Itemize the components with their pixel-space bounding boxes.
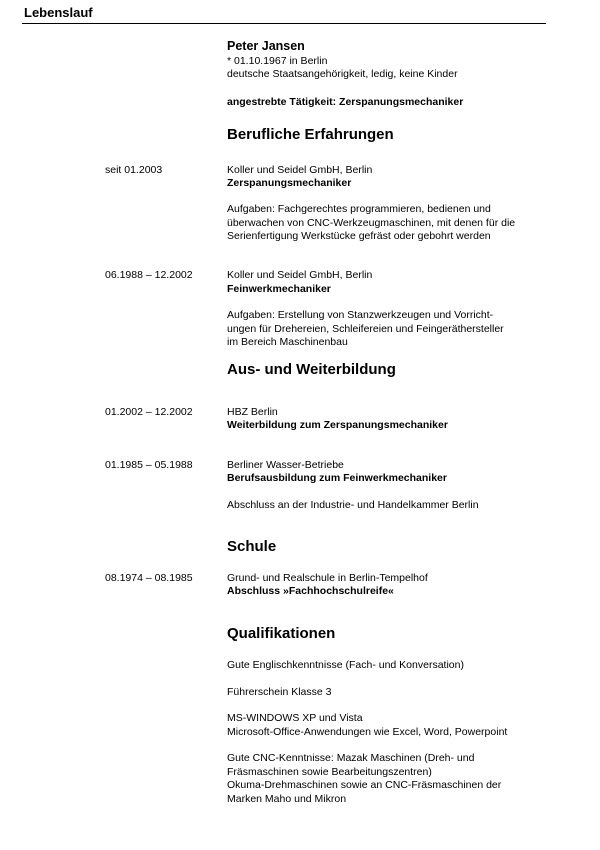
experience-position: Zerspanungsmechaniker xyxy=(227,177,352,189)
experience-position: Feinwerkmechaniker xyxy=(227,283,331,295)
qualification-cnc-line: Okuma-Drehmaschinen sowie an CNC-Fräsmaschinen der xyxy=(227,779,502,791)
experience-tasks xyxy=(227,309,557,350)
qualification-english: Gute Englischkenntnisse (Fach- und Konversation) xyxy=(227,659,464,671)
section-title-school: Schule xyxy=(227,538,277,555)
education-note: Abschluss an der Industrie- und Handelkammer Berlin xyxy=(227,499,479,511)
experience-task-line: Serienfertigung Werkstücke gefräst oder gebohrt werden xyxy=(227,230,491,242)
target-position: angestrebte Tätigkeit: Zerspanungsmechaniker xyxy=(227,96,464,108)
qualification-cnc-line: Marken Maho und Mikron xyxy=(227,792,347,805)
experience-task-line: überwachen von CNC-Werkzeugmaschinen, mit denen für die xyxy=(227,216,516,229)
education-date: 01.2002 – 12.2002 xyxy=(105,406,193,418)
experience-tasks xyxy=(227,203,557,244)
education-program: Berufsausbildung zum Feinwerkmechaniker xyxy=(227,472,447,484)
education-institution: Berliner Wasser-Betriebe xyxy=(227,459,344,471)
experience-date: seit 01.2003 xyxy=(105,164,163,176)
person-name: Peter Jansen xyxy=(227,39,305,53)
qualification-cnc-line: Fräsmaschinen sowie Bearbeitungszentren) xyxy=(227,765,432,778)
section-title-experience: Berufliche Erfahrungen xyxy=(227,126,394,143)
personal-status: deutsche Staatsangehörigkeit, ledig, keine Kinder xyxy=(227,68,458,80)
qualification-license: Führerschein Klasse 3 xyxy=(227,686,332,698)
qualification-cnc-line: Gute CNC-Kenntnisse: Mazak Maschinen (Dreh- und xyxy=(227,752,475,764)
experience-task-line: Aufgaben: Erstellung von Stanzwerkzeugen und Vorricht- xyxy=(227,309,494,321)
qualification-software-line: Microsoft-Office-Anwendungen wie Excel, Word, Powerpoint xyxy=(227,725,508,738)
school-degree: Abschluss »Fachhochschulreife« xyxy=(227,585,394,597)
experience-task-line: ungen für Drehereien, Schleifereien und Feingeräthersteller xyxy=(227,322,504,335)
qualification-cnc xyxy=(227,752,557,806)
qualification-software-line: MS-WINDOWS XP und Vista xyxy=(227,712,363,724)
school-name: Grund- und Realschule in Berlin-Tempelhof xyxy=(227,572,428,584)
experience-company: Koller und Seidel GmbH, Berlin xyxy=(227,269,373,281)
education-date: 01.1985 – 05.1988 xyxy=(105,459,193,471)
page-header-title: Lebenslauf xyxy=(24,5,93,20)
birth-info: * 01.10.1967 in Berlin xyxy=(227,55,328,67)
experience-date: 06.1988 – 12.2002 xyxy=(105,269,193,281)
experience-task-line: Aufgaben: Fachgerechtes programmieren, bedienen und xyxy=(227,203,491,215)
experience-company: Koller und Seidel GmbH, Berlin xyxy=(227,164,373,176)
header-divider xyxy=(22,23,546,24)
section-title-education: Aus- und Weiterbildung xyxy=(227,361,396,378)
education-program: Weiterbildung zum Zerspanungsmechaniker xyxy=(227,419,448,431)
school-date: 08.1974 – 08.1985 xyxy=(105,572,193,584)
education-institution: HBZ Berlin xyxy=(227,406,278,418)
qualification-software xyxy=(227,712,557,739)
experience-task-line: im Bereich Maschinenbau xyxy=(227,336,348,348)
section-title-qualifications: Qualifikationen xyxy=(227,625,336,642)
